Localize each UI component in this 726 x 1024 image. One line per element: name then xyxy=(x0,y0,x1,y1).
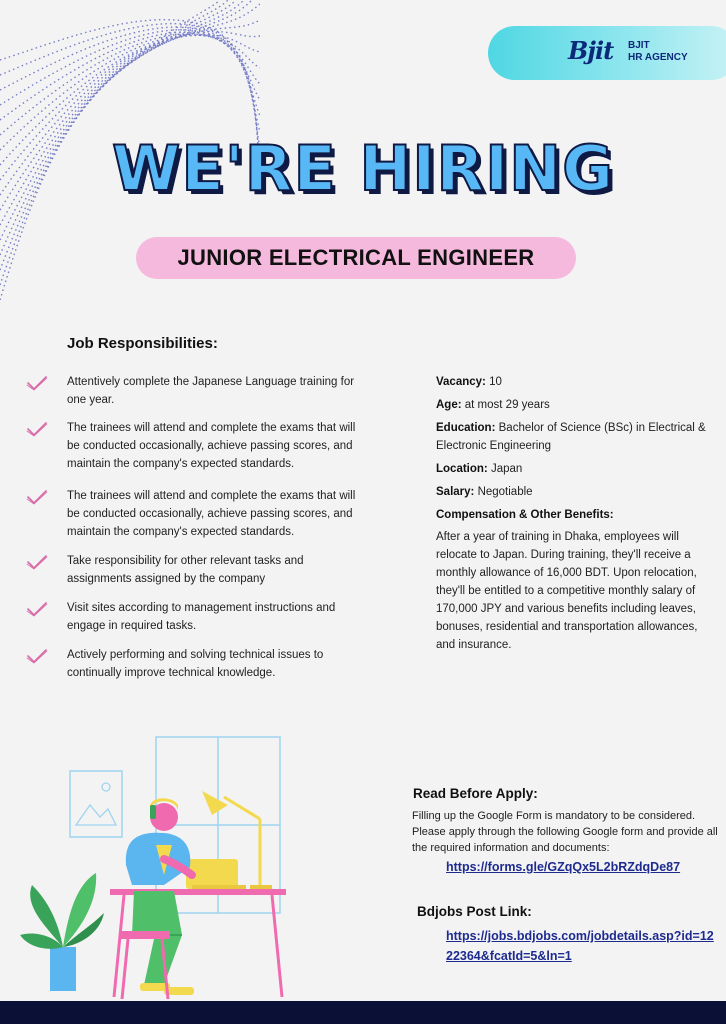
footer-bar xyxy=(0,1001,726,1024)
headline: WE'RE HIRING xyxy=(112,132,614,205)
read-before-apply-heading: Read Before Apply: xyxy=(413,786,538,801)
check-icon xyxy=(26,554,48,570)
age-row xyxy=(436,396,711,414)
age-value: at most 29 years xyxy=(464,399,550,411)
check-icon xyxy=(26,421,48,437)
vacancy-value: 10 xyxy=(489,376,502,388)
location-row xyxy=(436,460,711,478)
job-details xyxy=(436,373,711,654)
salary-row xyxy=(436,483,711,501)
brand-logo-pill xyxy=(488,26,726,80)
read-before-apply-text: Filling up the Google Form is mandatory to be considered. Please apply through the following Google form and provide all the required information and documents: xyxy=(412,810,718,854)
salary-value: Negotiable xyxy=(477,486,533,498)
responsibilities-heading: Job Responsibilities: xyxy=(67,335,218,352)
check-icon xyxy=(26,375,48,391)
person-at-desk-illustration xyxy=(14,735,304,1005)
list-item xyxy=(26,373,366,409)
bdjobs-link[interactable]: https://jobs.bdjobs.com/jobdetails.asp?id=1222364&fcatId=5&ln=1 xyxy=(446,929,714,963)
job-title-pill xyxy=(136,237,576,279)
compensation-text: After a year of training in Dhaka, employees will relocate to Japan. During training, they'll receive a monthly allowance of 16,000 BDT. Upon relocation, they'll be entitled to a competitive monthly salary of 170,000 JPY and various benefits including leaves, bonuses, residential and transportation allowances, and insurance. xyxy=(436,531,698,651)
brand-name-line-2: HR AGENCY xyxy=(628,52,688,63)
responsibility-text: Take responsibility for other relevant tasks and assignments assigned by the company xyxy=(67,555,304,585)
brand-name-line-1: BJIT xyxy=(628,40,650,51)
bdjobs-heading: Bdjobs Post Link: xyxy=(417,904,532,919)
check-icon xyxy=(26,648,48,664)
list-item xyxy=(26,487,366,541)
brand-name xyxy=(628,40,688,64)
location-label: Location: xyxy=(436,463,488,475)
responsibility-text: Actively performing and solving technical issues to continually improve technical knowledge. xyxy=(67,649,324,679)
google-form-link[interactable]: https://forms.gle/GZqQx5L2bRZdqDe87 xyxy=(446,860,681,874)
responsibility-text: The trainees will attend and complete the exams that will be conducted occasionally, achieve passing scores, and maintain the company's expected standards. xyxy=(67,490,356,538)
location-value: Japan xyxy=(490,463,523,475)
job-title: JUNIOR ELECTRICAL ENGINEER xyxy=(177,245,535,270)
responsibility-text: Attentively complete the Japanese Language training for one year. xyxy=(67,376,355,406)
education-label: Education: xyxy=(436,422,496,434)
vacancy-label: Vacancy: xyxy=(436,376,486,388)
compensation-heading: Compensation & Other Benefits: xyxy=(436,509,614,521)
check-icon xyxy=(26,601,48,617)
age-label: Age: xyxy=(436,399,462,411)
list-item xyxy=(26,646,366,682)
list-item xyxy=(26,599,366,635)
vacancy-row xyxy=(436,373,711,391)
responsibility-text: The trainees will attend and complete the exams that will be conducted occasionally, achieve passing scores, and maintain the company's expected standards. xyxy=(67,422,356,470)
responsibilities-list xyxy=(26,373,366,693)
education-row xyxy=(436,419,711,455)
list-item xyxy=(26,552,366,588)
education-value: Bachelor of Science (BSc) in Electrical & Electronic Engineering xyxy=(436,422,706,452)
responsibility-text: Visit sites according to management instructions and engage in required tasks. xyxy=(67,602,336,632)
brand-logo-mark: Bjit xyxy=(568,36,614,65)
check-icon xyxy=(26,489,48,505)
list-item xyxy=(26,419,366,473)
salary-label: Salary: xyxy=(436,486,475,498)
